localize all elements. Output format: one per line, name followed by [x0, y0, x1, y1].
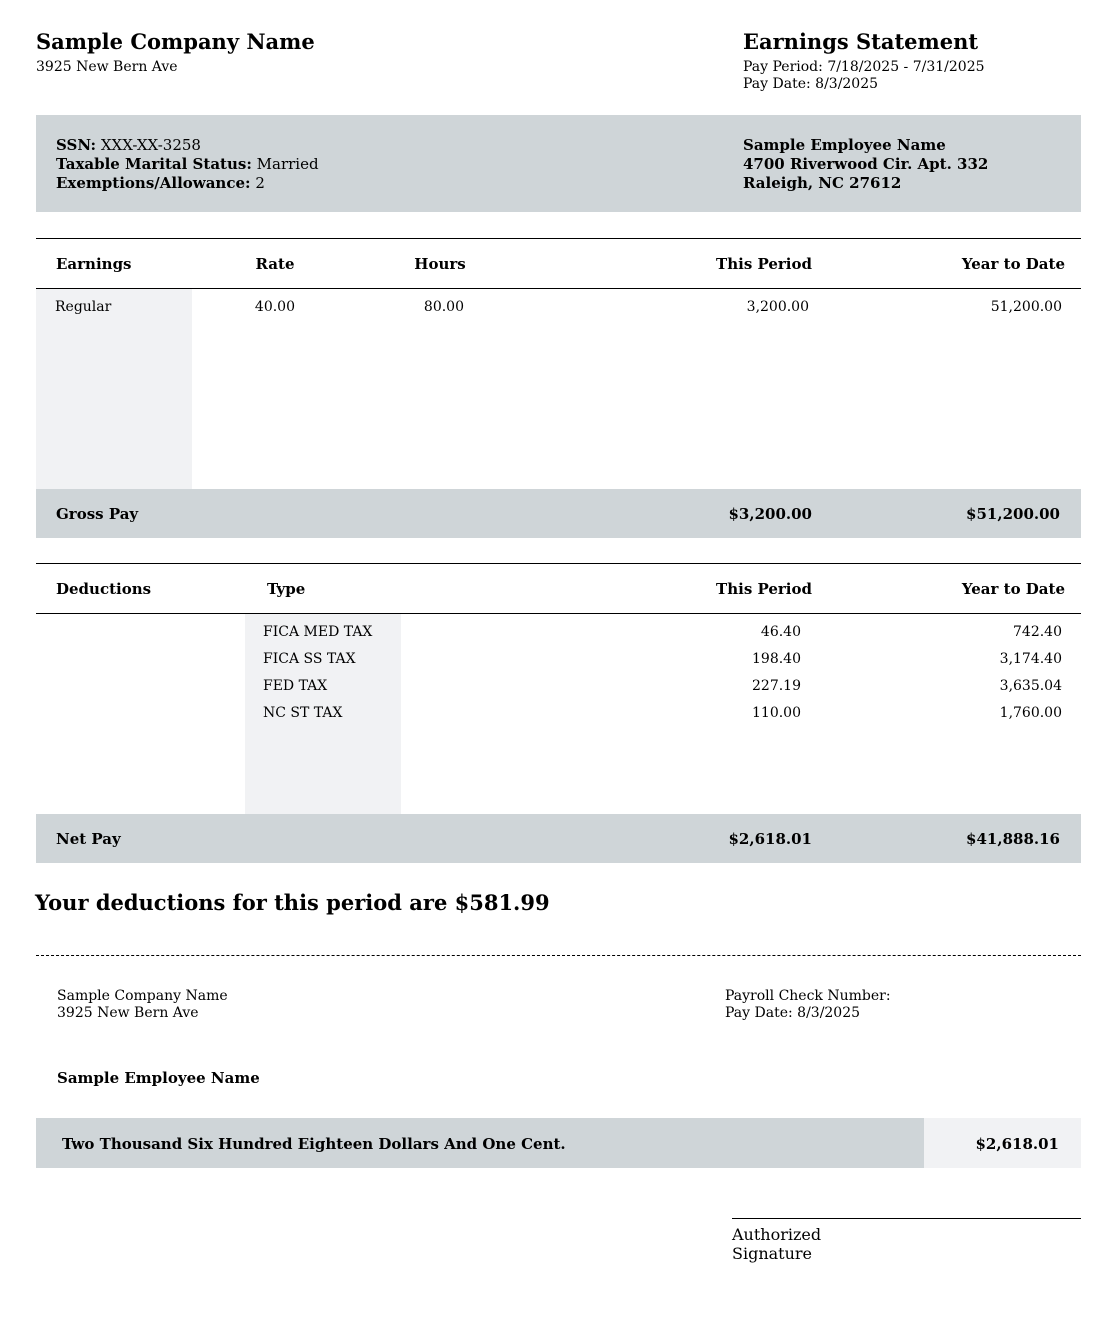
deduction-row-ytd: 742.40: [1013, 624, 1062, 640]
statement-title: Earnings Statement: [743, 29, 979, 54]
earnings-row-this-period: 3,200.00: [746, 299, 809, 315]
earnings-header-hours: Hours: [414, 255, 466, 273]
earnings-header-ytd: Year to Date: [961, 255, 1065, 273]
gross-pay-this-period: $3,200.00: [728, 505, 812, 523]
marital-status-line: [56, 155, 319, 173]
signature-line: [732, 1218, 1081, 1219]
pay-period-label: Pay Period:: [743, 59, 823, 75]
deductions-summary: Your deductions for this period are $581.99: [35, 890, 550, 915]
signature-label-line1: Authorized: [732, 1225, 822, 1244]
deduction-row-ytd: 3,174.40: [999, 651, 1062, 667]
net-pay-ytd: $41,888.16: [966, 830, 1060, 848]
deduction-row-ytd: 3,635.04: [999, 678, 1062, 694]
earnings-row-name: Regular: [55, 299, 112, 315]
ssn-line: [56, 136, 201, 154]
marital-status-value: Married: [256, 155, 319, 173]
exemptions-label: Exemptions/Allowance:: [56, 174, 251, 192]
check-employee-name: Sample Employee Name: [57, 1069, 260, 1087]
employee-name: Sample Employee Name: [743, 136, 946, 154]
check-amount: $2,618.01: [975, 1135, 1059, 1153]
earnings-top-rule: [36, 238, 1081, 239]
deduction-row-ytd: 1,760.00: [999, 705, 1062, 721]
earnings-row-hours: 80.00: [423, 299, 464, 315]
pay-date-label: Pay Date:: [743, 76, 811, 92]
amount-in-words: Two Thousand Six Hundred Eighteen Dollars And One Cent.: [62, 1135, 566, 1153]
deductions-header-this-period: This Period: [716, 580, 812, 598]
tear-line: [36, 955, 1081, 956]
deduction-row-type: FICA SS TAX: [263, 651, 356, 667]
deductions-header-deductions: Deductions: [56, 580, 152, 598]
check-pay-date-label: Pay Date:: [725, 1005, 793, 1021]
exemptions-value: 2: [255, 174, 265, 192]
pay-date-value: 8/3/2025: [815, 76, 879, 92]
deductions-header-type: Type: [267, 580, 306, 598]
signature-label-line2: Signature: [732, 1244, 813, 1263]
deduction-row-this-period: 227.19: [752, 678, 801, 694]
deductions-top-rule: [36, 563, 1081, 564]
pay-date: [743, 76, 878, 92]
earnings-header-earnings: Earnings: [56, 255, 132, 273]
deduction-row-type: NC ST TAX: [263, 705, 343, 721]
deductions-header-ytd: Year to Date: [961, 580, 1065, 598]
check-number-label: Payroll Check Number:: [725, 988, 891, 1004]
exemptions-line: [56, 174, 265, 192]
earnings-header-rule: [36, 288, 1081, 289]
earnings-header-rate: Rate: [255, 255, 295, 273]
earnings-header-this-period: This Period: [716, 255, 812, 273]
pay-period-value: 7/18/2025 - 7/31/2025: [827, 59, 985, 75]
net-pay-this-period: $2,618.01: [728, 830, 812, 848]
ssn-value: XXX-XX-3258: [100, 136, 201, 154]
employee-address-line1: 4700 Riverwood Cir. Apt. 332: [743, 155, 989, 173]
deduction-row-type: FED TAX: [263, 678, 328, 694]
deduction-row-this-period: 46.40: [760, 624, 801, 640]
deduction-row-this-period: 110.00: [752, 705, 801, 721]
deductions-header-rule: [36, 613, 1081, 614]
deduction-row-type: FICA MED TAX: [263, 624, 373, 640]
check-pay-date-value: 8/3/2025: [797, 1005, 861, 1021]
earnings-row-ytd: 51,200.00: [990, 299, 1062, 315]
earnings-name-column-shade: [36, 289, 192, 489]
company-address: 3925 New Bern Ave: [36, 59, 178, 75]
marital-status-label: Taxable Marital Status:: [56, 155, 252, 173]
ssn-label: SSN:: [56, 136, 97, 154]
pay-period: [743, 59, 985, 75]
gross-pay-ytd: $51,200.00: [966, 505, 1060, 523]
employee-address-line2: Raleigh, NC 27612: [743, 174, 902, 192]
gross-pay-label: Gross Pay: [56, 505, 139, 523]
company-name: Sample Company Name: [36, 29, 315, 54]
earnings-row-rate: 40.00: [254, 299, 295, 315]
check-pay-date: [725, 1005, 860, 1021]
deduction-row-this-period: 198.40: [752, 651, 801, 667]
check-company-name: Sample Company Name: [57, 988, 228, 1004]
net-pay-label: Net Pay: [56, 830, 121, 848]
check-company-address: 3925 New Bern Ave: [57, 1005, 199, 1021]
